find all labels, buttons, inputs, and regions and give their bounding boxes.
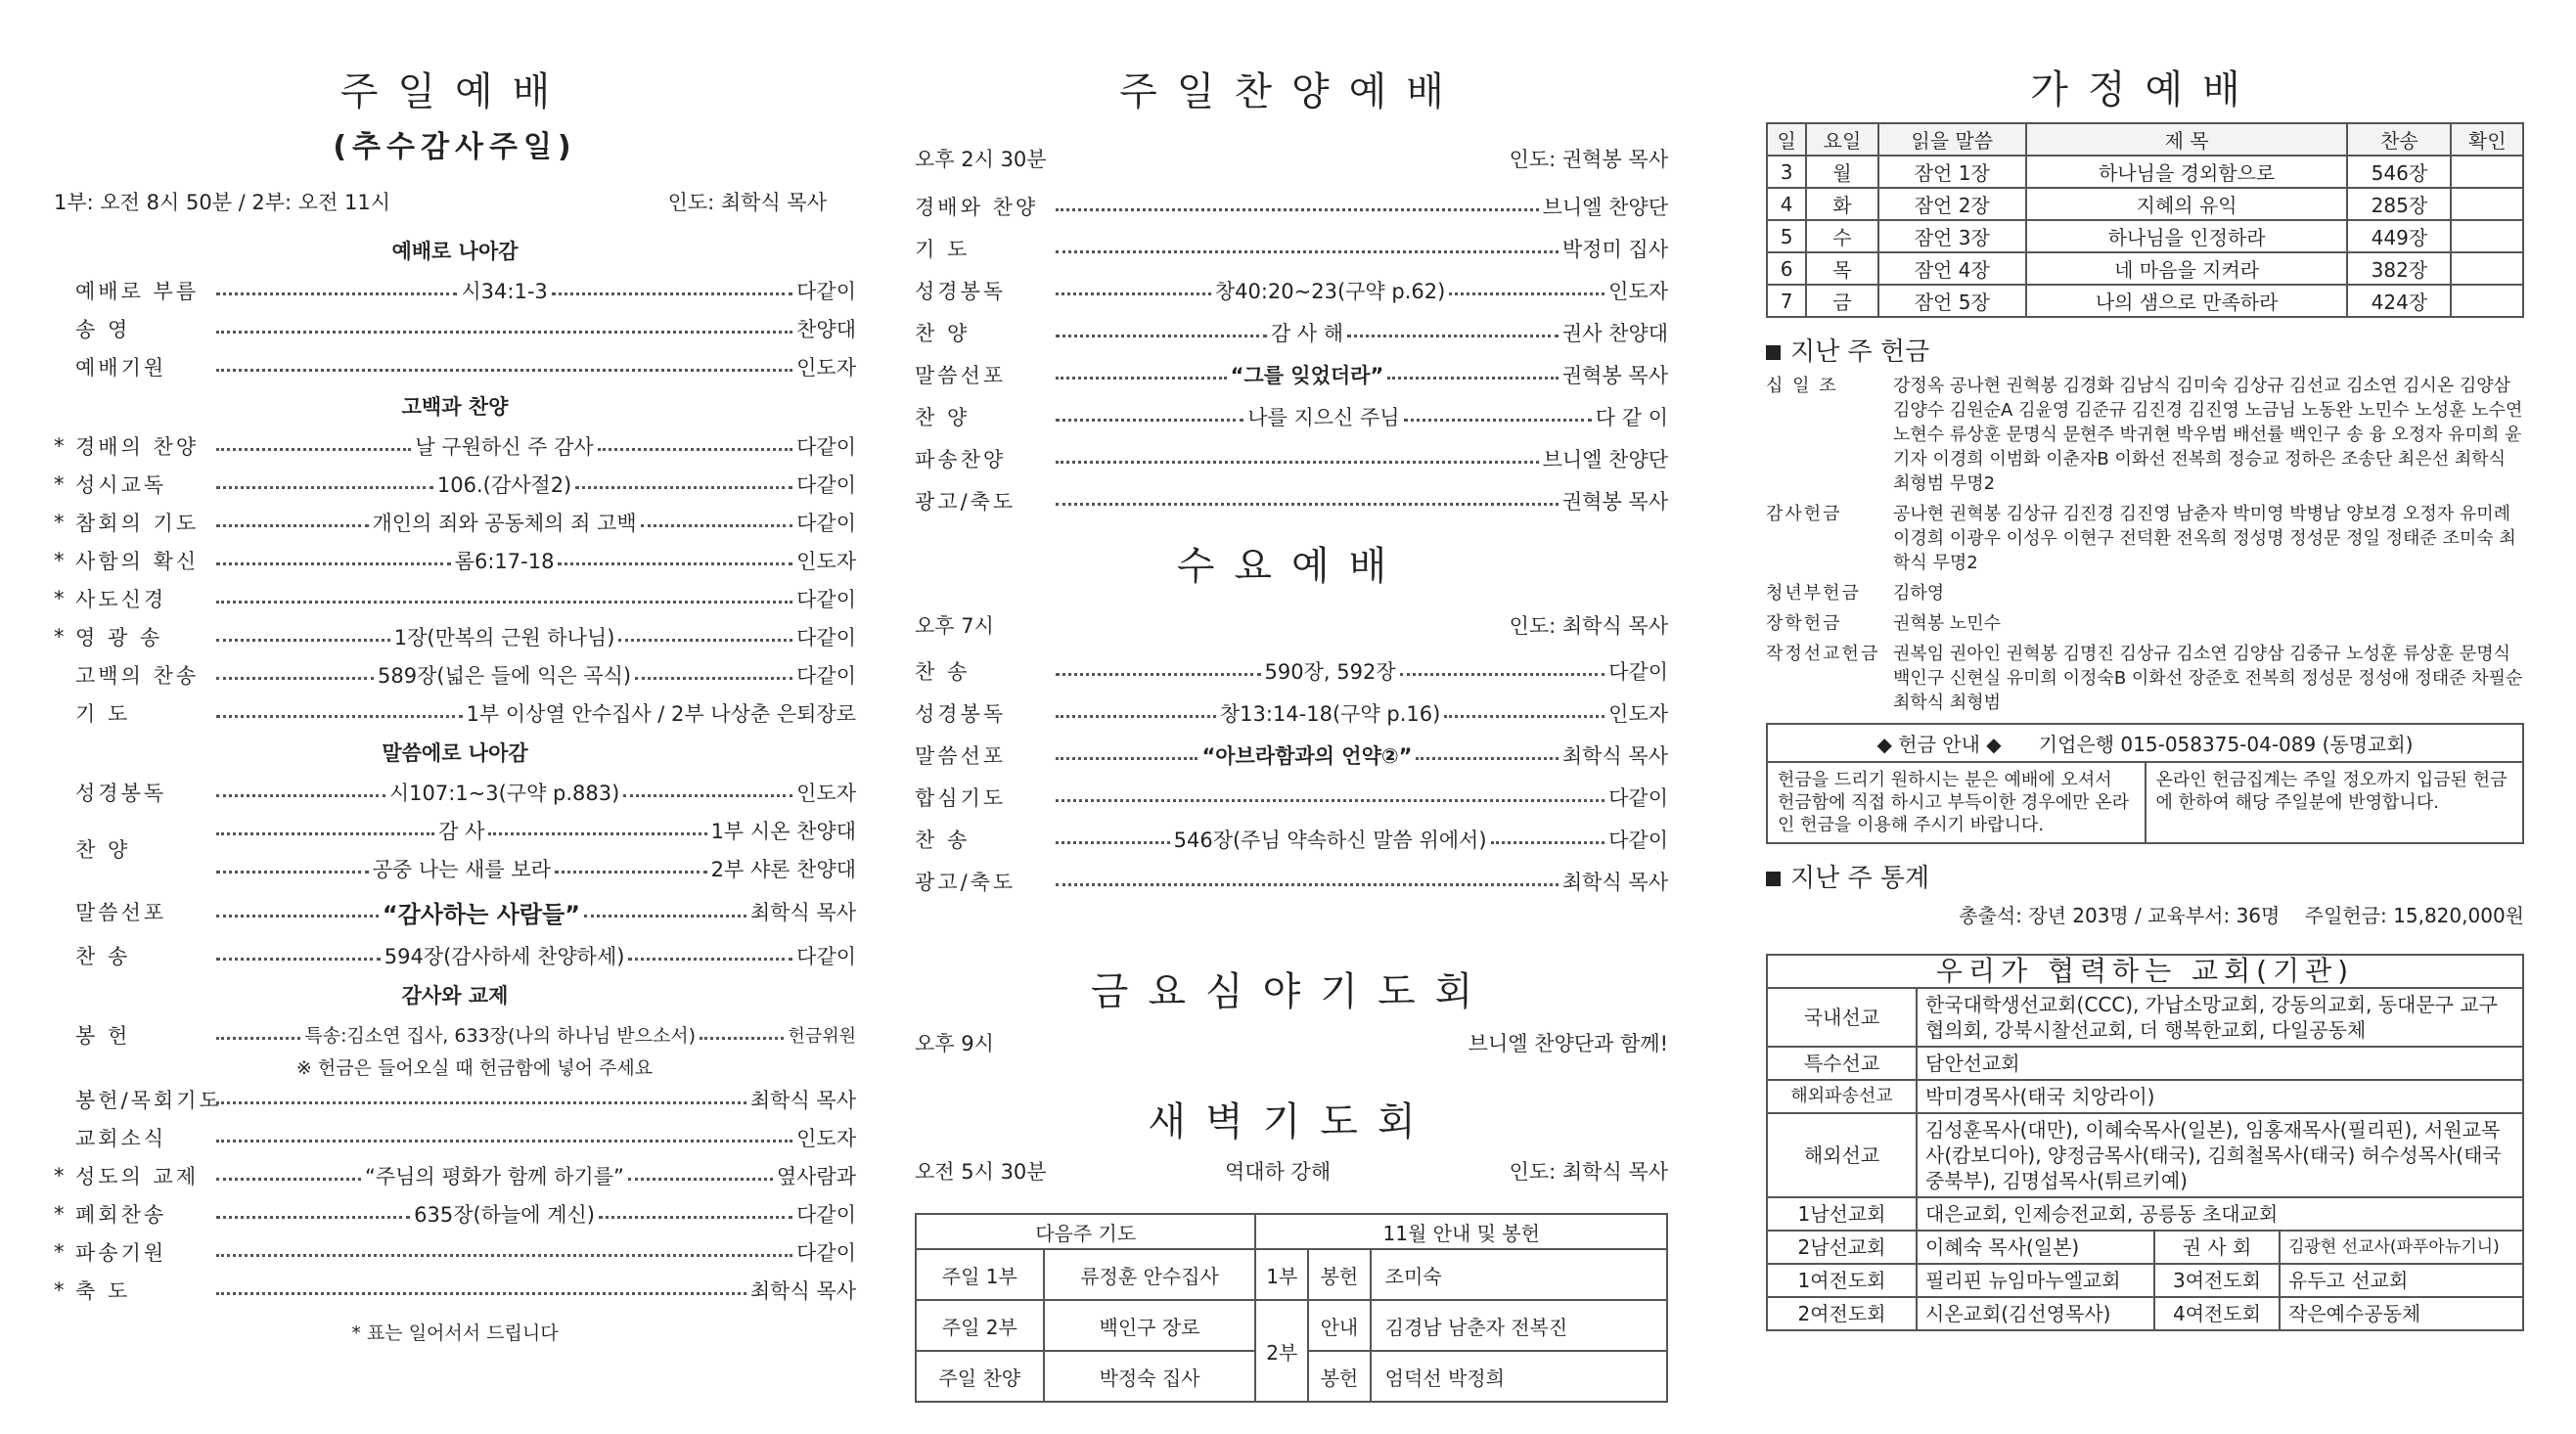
praise-order [915,185,1668,521]
praise-leader: 인도: 권혁봉 목사 [1509,148,1668,171]
row-label: 찬 송 [915,659,971,684]
offering-category: 청년부헌금 [1766,583,1861,604]
order-row [54,347,856,385]
row-leader: 다같이 [796,472,856,497]
square-bullet-icon [1766,872,1781,886]
row-content: “아브라함과의 언약②” [1201,743,1413,768]
offering-category: 작정선교헌금 [1766,644,1880,664]
row-label: 봉 헌 [75,1023,131,1048]
table-row [1767,220,2523,252]
row-content: “주님의 평화가 함께 하기를” [364,1164,624,1188]
column-header: 제 목 [2026,123,2348,156]
row-leader: 최학식 목사 [1561,743,1668,768]
order-row [915,734,1668,776]
table-cell [2451,220,2523,252]
row-leader: 다같이 [1608,785,1668,810]
table-cell: 546장 [2347,156,2451,188]
row-label: 예배기원 [75,355,167,380]
partner-list: 박미경목사(태국 치앙라이) [1917,1080,2523,1113]
table-cell: 박정숙 집사 [1044,1351,1256,1402]
offering-list [1766,374,2524,715]
stats-line: 총출석: 장년 203명 / 교육부서: 36명 주일헌금: 15,820,000원 [1959,904,2524,927]
sunday-title: 주일예배 [339,69,570,114]
row-label: 사도신경 [75,587,167,611]
offering-names: 김하영 [1893,583,1945,604]
table-cell [2451,156,2523,188]
row-content: 특송:김소연 집사, 633장(나의 하나님 받으소서) [304,1025,697,1047]
column-header: 요일 [1806,123,1878,156]
row-leader: 다같이 [796,663,856,688]
partners-title: 우리가 협력하는 교회(기관) [1767,955,2523,988]
row-label: 성경봉독 [915,701,1007,726]
order-row [915,269,1668,311]
row-label: 성경봉독 [915,279,1007,303]
table-row [1767,285,2523,317]
table-cell: 잠언 2장 [1878,188,2026,220]
offering-guide-title: ◆ 헌금 안내 ◆ [1876,733,2002,756]
offering-item [1766,642,2524,715]
row-content: 창40:20~23(구약 p.62) [1214,279,1446,303]
stats-heading [1766,858,2524,894]
table-cell: 1부 [1255,1249,1308,1300]
row-leader: 최학식 목사 [749,1088,856,1112]
order-row [915,395,1668,437]
row-leader: 다같이 [796,279,856,303]
table-cell: 잠언 5장 [1878,285,2026,317]
row-leader: 최학식 목사 [1561,870,1668,894]
table-cell: 나의 샘으로 만족하라 [2026,285,2348,317]
row-content: 589장(넓은 들에 익은 곡식) [378,663,632,688]
row-label: 찬 송 [915,828,971,852]
column-header: 일 [1767,123,1806,156]
table-cell: 6 [1767,252,1806,285]
column-header: 찬송 [2347,123,2451,156]
partner-category: 3여전도회 [2154,1264,2280,1297]
partner-category: 4여전도회 [2154,1297,2280,1330]
row-leader: 헌금위원 [788,1025,856,1047]
table-cell [2451,252,2523,285]
partner-category: 2남선교회 [1767,1231,1917,1264]
row-label: 광고/축도 [915,870,1017,894]
table-cell: 네 마음을 지켜라 [2026,252,2348,285]
row-label: 합심기도 [915,785,1007,810]
row-content: 1장(만복의 근원 하나님) [393,625,615,650]
row-label: 경배의 찬양 [75,434,200,459]
row-content: 106.(감사절2) [436,472,572,497]
table-cell: 수 [1806,220,1878,252]
order-row [54,655,856,694]
row-leader: 옆사람과 [776,1164,856,1188]
row-content: 감 사 [438,819,485,843]
table-cell: 봉헌 [1308,1249,1371,1300]
friday-header [915,1028,1668,1057]
table-cell: 김경남 남춘자 전복진 [1371,1300,1667,1351]
standing-note: * 표는 일어서서 드립니다 [351,1322,559,1344]
dawn-leader: 인도: 최학식 목사 [1509,1160,1668,1184]
row-label: 말씀선포 [915,363,1007,387]
row-label: 송 영 [75,317,131,341]
order-row: * 사함의 확신 롬6:17-18 인도자 [54,541,856,579]
order-row [915,311,1668,353]
row-label: 고백의 찬송 [75,663,200,688]
offering-names: 공나현 권혁봉 김상규 김진경 김진영 남춘자 박미영 박병남 양보경 오정자 유미례 이경희 이광우 이성우 이현구 전덕환 전옥희 정성명 정성문 정일 정태준 조미숙 최학식 무명2 [1893,504,2516,573]
offering-guide-left: 헌금을 드리기 원하시는 분은 예배에 오셔서 헌금함에 직접 하시고 부득이한 경우에만 온라인 헌금을 이용해 주시기 바랍니다. [1768,763,2147,842]
row-content: 날 구원하신 주 감사 [415,434,594,459]
next-week-table [915,1213,1668,1403]
table-cell: 월 [1806,156,1878,188]
row-content: 감 사 해 [1270,321,1344,345]
row-content: 546장(주님 약속하신 말씀 위에서) [1173,828,1487,852]
row-leader: 인도자 [796,549,856,573]
row-leader: 인도자 [1608,701,1668,726]
order-row [915,185,1668,227]
row-label: 광고/축도 [915,489,1017,514]
partner-list: 시온교회(김선영목사) [1917,1297,2154,1330]
section-heading: 말씀에로 나아감 [382,741,528,765]
row-leader: 권사 찬양대 [1561,321,1668,345]
row-label: 파송기원 [75,1240,167,1265]
row-label: 사함의 확신 [75,549,200,573]
row-label: 성도의 교제 [75,1164,200,1188]
order-row: * 경배의 찬양 날 구원하신 주 감사 다같이 [54,426,856,465]
other-services-column [915,0,1668,1434]
row-label: 찬 양 [915,405,971,429]
partner-category: 특수선교 [1767,1047,1917,1080]
row-content: 590장, 592장 [1264,659,1396,684]
table-cell: 7 [1767,285,1806,317]
dawn-time: 오전 5시 30분 [915,1160,1047,1184]
table-cell [2451,285,2523,317]
partner-list: 유두고 선교회 [2280,1264,2523,1297]
order-row-double [54,811,856,887]
section-heading: 예배로 나아감 [391,240,519,263]
sunday-header [54,187,856,216]
table-row [1767,252,2523,285]
praise-title: 주일찬양예배 [1119,69,1464,114]
table-cell: 382장 [2347,252,2451,285]
table-cell: 424장 [2347,285,2451,317]
order-row: * 참회의 기도 개인의 죄와 공동체의 죄 고백 다같이 [54,503,856,541]
table-cell: 잠언 4장 [1878,252,2026,285]
order-row: * 사도신경 다같이 [54,579,856,617]
order-row: * 성시교독 106.(감사절2) 다같이 [54,465,856,503]
partner-category: 1남선교회 [1767,1197,1917,1231]
november-guide-heading: 11월 안내 및 봉헌 [1255,1214,1667,1249]
order-row [54,1015,856,1053]
row-content: 창13:14-18(구약 p.16) [1219,701,1441,726]
row-label: 기 도 [75,701,131,726]
family-offering-column [1766,0,2524,1434]
offering-guide-right: 온라인 헌금집계는 주일 정오까지 입금된 헌금에 한하여 해당 주일분에 반영합니다. [2155,770,2508,813]
row-leader: 브니엘 찬양단 [1542,447,1668,471]
row-leader: 최학식 목사 [749,1278,856,1303]
next-prayer-heading: 다음주 기도 [916,1214,1255,1249]
partner-category: 국내선교 [1767,988,1917,1047]
table-cell: 하나님을 인정하라 [2026,220,2348,252]
row-content: 공중 나는 새를 보라 [372,857,551,881]
row-leader: 인도자 [1608,279,1668,303]
partner-category: 해외선교 [1767,1113,1917,1197]
row-leader: 인도자 [796,1126,856,1150]
order-row: * 폐회찬송 635장(하늘에 계신) 다같이 [54,1194,856,1232]
table-cell: 주일 1부 [916,1249,1044,1300]
column-header: 읽을 말씀 [1878,123,2026,156]
order-row [54,1118,856,1156]
table-cell: 5 [1767,220,1806,252]
row-leader: 1부 시온 찬양대 [710,819,856,843]
row-content: 시107:1~3(구약 p.883) [388,781,620,805]
order-row [54,936,856,974]
offering-names: 권복임 권아인 권혁봉 김명진 김상규 김소연 김양삼 김중규 노성훈 류상훈 문명식 백인구 신현실 유미희 이정숙B 이화선 장준호 전복희 정성문 정성애 정태준 차필순 최학식 최형범 [1893,644,2523,713]
table-cell: 화 [1806,188,1878,220]
table-cell: 하나님을 경외함으로 [2026,156,2348,188]
order-row [915,776,1668,818]
table-cell: 지혜의 유익 [2026,188,2348,220]
wednesday-header [915,610,1668,640]
partner-category: 1여전도회 [1767,1264,1917,1297]
family-worship-table [1766,122,2524,318]
sunday-subtitle: (추수감사주일) [333,130,577,164]
table-cell: 잠언 1장 [1878,156,2026,188]
table-cell: 주일 2부 [916,1300,1044,1351]
row-label: 성시교독 [75,472,167,497]
offering-note: ※ 헌금은 들어오실 때 헌금함에 넣어 주세요 [295,1057,654,1079]
row-label: 찬 송 [75,944,131,968]
row-leader: 다같이 [1608,659,1668,684]
offering-category: 감사헌금 [1766,504,1842,524]
row-label: 기 도 [915,237,971,261]
row-content: 롬6:17-18 [454,549,555,573]
partner-list: 필리핀 뉴임마누엘교회 [1917,1264,2154,1297]
order-row [915,479,1668,521]
offering-item [1766,581,2524,605]
partner-list: 담안선교회 [1917,1047,2523,1080]
order-row: * 파송기원 다같이 [54,1232,856,1271]
offering-names: 강정옥 공나현 권혁봉 김경화 김남식 김미숙 김상규 김선교 김소연 김시온 김양삼 김양수 김원순A 김윤영 김준규 김진경 김진영 노금님 노동완 노민수 노성훈 노수연 노현수 류상훈 문명식 문현주 박귀현 박우범 배선률 백인구 송 융 오정자 유미희 윤기자 이경희 이범화 이춘자B 이화선 전복희 정승교 정하은 조송단 최은선 최학식 최형범 무명2 [1893,376,2523,494]
section-heading: 고백과 찬양 [401,395,509,419]
order-row [54,773,856,811]
dawn-title: 새벽기도회 [1148,1099,1435,1144]
order-row [915,818,1668,860]
row-leader: 다같이 [796,511,856,535]
table-cell: 안내 [1308,1300,1371,1351]
table-row [1767,188,2523,220]
order-row [54,694,856,732]
order-row [54,309,856,347]
bank-account: 기업은행 015-058375-04-089 (동명교회) [2038,733,2414,756]
order-row [915,437,1668,479]
table-cell: 엄덕선 박정희 [1371,1351,1667,1402]
row-label: 예배로 부름 [75,279,200,303]
wednesday-title: 수요예배 [1176,544,1407,589]
row-label: 찬 양 [915,321,971,345]
dawn-book: 역대하 강해 [1225,1160,1332,1184]
wednesday-order [915,650,1668,902]
row-label: 교회소식 [75,1126,167,1150]
dawn-header [915,1156,1668,1186]
table-cell: 285장 [2347,188,2451,220]
table-cell: 4 [1767,188,1806,220]
order-row [915,353,1668,395]
row-label: 말씀선포 [915,743,1007,768]
table-cell: 금 [1806,285,1878,317]
row-label: 폐회찬송 [75,1202,167,1227]
row-content: “그를 잊었더라” [1230,363,1384,387]
row-leader: 다같이 [796,434,856,459]
friday-title: 금요심야기도회 [1090,969,1493,1014]
row-label: 말씀선포 [75,901,167,924]
partner-list: 한국대학생선교회(CCC), 가납소망교회, 강동의교회, 동대문구 교구협의회, 강북시찰선교회, 더 행복한교회, 다일공동체 [1917,988,2523,1047]
order-row: * 성도의 교제 “주님의 평화가 함께 하기를” 옆사람과 [54,1156,856,1194]
wednesday-time: 오후 7시 [915,614,994,638]
row-leader: 다같이 [796,944,856,968]
row-leader: 찬양대 [796,317,856,341]
wednesday-leader: 인도: 최학식 목사 [1509,614,1668,638]
sunday-leader: 인도: 최학식 목사 [667,191,827,214]
partner-list: 이혜숙 목사(일본) [1917,1231,2154,1264]
row-leader: 브니엘 찬양단 [1542,195,1668,219]
praise-header [915,144,1668,173]
table-cell: 조미숙 [1371,1249,1667,1300]
friday-note: 브니엘 찬양단과 함께! [1468,1032,1668,1055]
table-cell: 잠언 3장 [1878,220,2026,252]
order-row [915,860,1668,902]
table-cell: 류정훈 안수집사 [1044,1249,1256,1300]
offering-item [1766,374,2524,496]
row-leader: 최학식 목사 [749,901,856,924]
partner-list: 대은교회, 인제승전교회, 공릉동 초대교회 [1917,1197,2523,1231]
offering-guide-box [1766,723,2524,844]
row-leader: 다같이 [796,1240,856,1265]
table-cell: 449장 [2347,220,2451,252]
table-cell [2451,188,2523,220]
table-cell: 백인구 장로 [1044,1300,1256,1351]
row-content: 시34:1-3 [461,279,548,303]
square-bullet-icon [1766,345,1781,360]
partner-category: 권 사 회 [2154,1231,2280,1264]
row-label: 경배와 찬양 [915,195,1039,219]
order-row [54,271,856,309]
offering-category: 십 일 조 [1766,376,1838,396]
row-content: 개인의 죄와 공동체의 죄 고백 [372,511,637,535]
order-row [54,887,856,936]
family-title: 가정예배 [2030,67,2260,112]
partner-list: 김성훈목사(대만), 이혜숙목사(일본), 임홍재목사(필리핀), 서원교목사(캄보디아), 양정금목사(태국), 김희철목사(태국) 허수성목사(태국중북부), 김명섭목사(튀르키예) [1917,1113,2523,1197]
order-row: * 영 광 송 1장(만복의 근원 하나님) 다같이 [54,617,856,655]
partner-category: 해외파송선교 [1767,1080,1917,1113]
partners-table [1766,954,2524,1331]
order-row [915,650,1668,692]
partner-list: 김광현 선교사(파푸아뉴기니) [2280,1231,2523,1264]
table-cell: 주일 찬양 [916,1351,1044,1402]
order-row [915,227,1668,269]
row-content: 1부 이상열 안수집사 / 2부 나상춘 은퇴장로 [466,701,856,726]
row-leader: 인도자 [796,781,856,805]
order-row [54,1080,856,1118]
row-leader: 인도자 [796,355,856,380]
row-leader: 권혁봉 목사 [1561,363,1668,387]
partner-category: 2여전도회 [1767,1297,1917,1330]
row-label: 찬 양 [75,838,131,862]
column-header: 확인 [2451,123,2523,156]
offering-item [1766,502,2524,575]
row-leader: 다같이 [796,587,856,611]
sermon-title: “감사하는 사람들” [382,900,581,928]
table-cell: 2부 [1255,1300,1308,1402]
stats-title: 지난 주 통계 [1790,864,1930,893]
offering-heading [1766,332,2524,368]
row-leader: 다 같 이 [1595,405,1668,429]
row-content: 나를 지으신 주님 [1247,405,1400,429]
row-label: 축 도 [75,1278,131,1303]
order-row: * 축 도 최학식 목사 [54,1271,856,1309]
table-cell: 봉헌 [1308,1351,1371,1402]
row-label: 파송찬양 [915,447,1007,471]
row-leader: 권혁봉 목사 [1561,489,1668,514]
sunday-time: 1부: 오전 8시 50분 / 2부: 오전 11시 [54,191,391,214]
row-label: 성경봉독 [75,781,167,805]
row-leader: 2부 샤론 찬양대 [710,857,856,881]
row-label: 영 광 송 [75,625,163,650]
praise-time: 오후 2시 30분 [915,148,1047,171]
row-leader: 다같이 [796,625,856,650]
friday-time: 오후 9시 [915,1032,994,1055]
offering-category: 장학헌금 [1766,613,1842,634]
row-content: 635장(하늘에 계신) [414,1202,595,1227]
sunday-worship-column [54,0,856,1434]
table-cell: 목 [1806,252,1878,285]
row-label: 봉헌/목회기도 [75,1088,222,1112]
table-cell: 3 [1767,156,1806,188]
table-row [1767,156,2523,188]
row-leader: 다같이 [1608,828,1668,852]
section-heading: 감사와 교제 [401,984,509,1008]
row-content: 594장(감사하세 찬양하세) [384,944,625,968]
row-leader: 다같이 [796,1202,856,1227]
offering-names: 권혁봉 노민수 [1893,613,2002,634]
row-leader: 박정미 집사 [1561,237,1668,261]
order-row [915,692,1668,734]
offering-title: 지난 주 헌금 [1790,337,1930,367]
offering-item [1766,611,2524,636]
row-label: 참회의 기도 [75,511,200,535]
partner-list: 작은예수공동체 [2280,1297,2523,1330]
